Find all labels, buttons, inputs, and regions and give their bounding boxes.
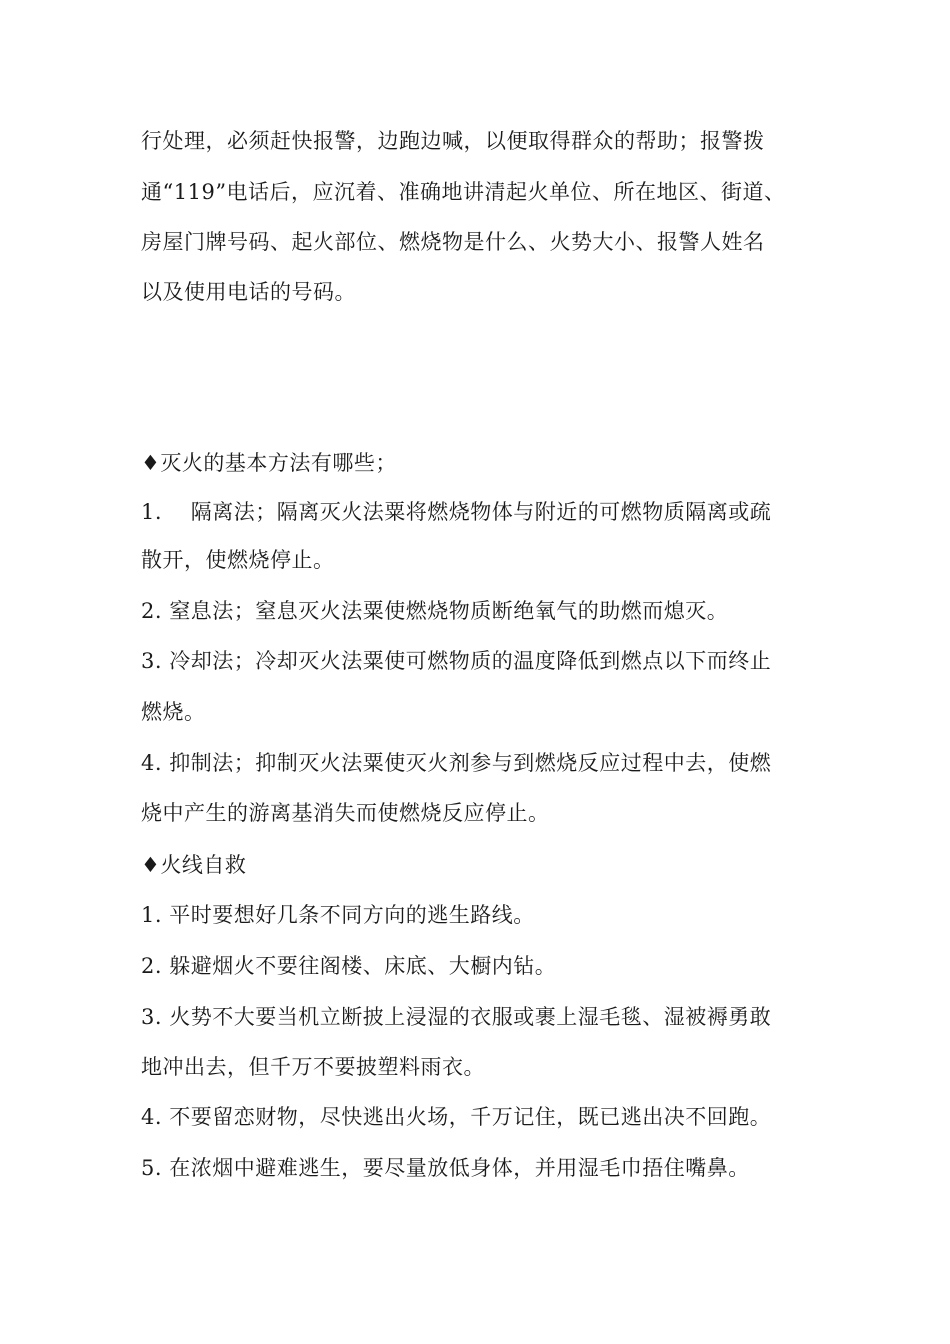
methods-line: 散开，使燃烧停止。 (141, 548, 335, 572)
intro-line: 通“119”电话后，应沉着、准确地讲清起火单位、所在地区、街道、 (141, 180, 786, 204)
methods-line: 燃烧。 (141, 700, 206, 724)
self-rescue-line: 地冲出去，但千万不要披塑料雨衣。 (141, 1055, 485, 1079)
methods-heading: ♦灭火的基本方法有哪些； (141, 451, 397, 475)
self-rescue-line: 4. 不要留恋财物，尽快逃出火场，千万记住，既已逃出决不回跑。 (141, 1105, 772, 1129)
self-rescue-line: 5. 在浓烟中避难逃生，要尽量放低身体，并用湿毛巾捂住嘴鼻。 (141, 1156, 750, 1180)
methods-line: 4. 抑制法；抑制灭火法粟使灭火剂参与到燃烧反应过程中去，使燃 (141, 751, 772, 775)
methods-line: 1. 隔离法；隔离灭火法粟将燃烧物体与附近的可燃物质隔离或疏 (141, 500, 772, 524)
intro-line: 房屋门牌号码、起火部位、燃烧物是什么、火势大小、报警人姓名 (141, 230, 765, 254)
methods-line: 烧中产生的游离基消失而使燃烧反应停止。 (141, 801, 550, 825)
self-rescue-line: 1. 平时要想好几条不同方向的逃生路线。 (141, 903, 535, 927)
self-rescue-heading: ♦火线自救 (141, 853, 247, 877)
intro-line: 行处理，必须赶快报警，边跑边喊，以便取得群众的帮助；报警拨 (141, 129, 765, 153)
methods-line: 3. 冷却法；冷却灭火法粟使可燃物质的温度降低到燃点以下而终止 (141, 649, 772, 673)
methods-line: 2. 窒息法；窒息灭火法粟使燃烧物质断绝氧气的助燃而熄灭。 (141, 599, 729, 623)
self-rescue-line: 2. 躲避烟火不要往阁楼、床底、大橱内钻。 (141, 954, 557, 978)
intro-line: 以及使用电话的号码。 (141, 280, 356, 304)
self-rescue-line: 3. 火势不大要当机立断披上浸湿的衣服或裹上湿毛毯、湿被褥勇敢 (141, 1005, 772, 1029)
